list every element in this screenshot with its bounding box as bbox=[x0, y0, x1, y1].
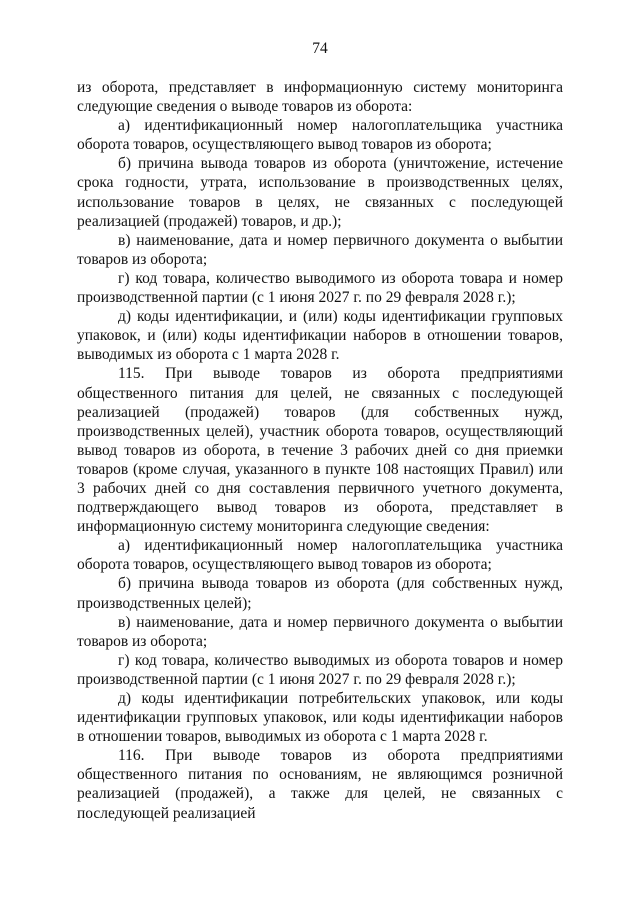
paragraph-item-v: в) наименование, дата и номер первичного документа о выбытии товаров из оборота; bbox=[77, 231, 563, 268]
page-number: 74 bbox=[312, 40, 328, 57]
paragraph-item-v: в) наименование, дата и номер первичного документа о выбытии товаров из оборота; bbox=[77, 613, 563, 650]
paragraph-clause-116: 116. При выводе товаров из оборота предприятиями общественного питания по основаниям, не являющимся розничной реализацией (продажей), а также для целей, не связанных с последующей реализацией bbox=[77, 747, 563, 822]
paragraph-item-g: г) код товара, количество выводимых из оборота товаров и номер производственной партии (с 1 июня 2027 г. по 29 февраля 2028 г.); bbox=[77, 651, 563, 688]
paragraph-clause-115: 115. При выводе товаров из оборота предприятиями общественного питания для целей, не связанных с последующей реализацией (продажей) товаров (для собственных нужд, производственных целей), участник оборота товаров, осуществляющий вывод товаров из оборота, в течение 3 рабочих дней со дня приемки товаров (кроме случая, указанного в пункте 108 настоящих Правил) или 3 рабочих дней со дня составления первичного учетного документа, подтверждающего вывод товаров из оборота, представляет в информационную систему мониторинга следующие сведения: bbox=[77, 365, 563, 536]
paragraph-item-a: а) идентификационный номер налогоплательщика участника оборота товаров, осуществляющего вывод товаров из оборота; bbox=[77, 117, 563, 154]
paragraph-item-d: д) коды идентификации, и (или) коды идентификации групповых упаковок, и (или) коды идентификации наборов в отношении товаров, выводимых из оборота с 1 марта 2028 г. bbox=[77, 308, 563, 364]
paragraph-item-g: г) код товара, количество выводимого из оборота товара и номер производственной партии (с 1 июня 2027 г. по 29 февраля 2028 г.); bbox=[77, 269, 563, 307]
document-body bbox=[77, 78, 563, 823]
paragraph-item-b: б) причина вывода товаров из оборота (для собственных нужд, производственных целей); bbox=[77, 575, 563, 612]
paragraph-continuation: из оборота, представляет в информационную систему мониторинга следующие сведения о выводе товаров из оборота: bbox=[77, 79, 563, 116]
paragraph-item-b: б) причина вывода товаров из оборота (уничтожение, истечение срока годности, утрата, использование в производственных целях, использование товаров в целях, не связанных с последующей реализацией (продажей) товаров, и др.); bbox=[77, 155, 563, 230]
paragraph-item-d: д) коды идентификации потребительских упаковок, или коды идентификации групповых упаковок, или коды идентификации наборов в отношении товаров, выводимых из оборота с 1 марта 2028 г. bbox=[77, 690, 563, 746]
paragraph-item-a: а) идентификационный номер налогоплательщика участника оборота товаров, осуществляющего вывод товаров из оборота; bbox=[77, 537, 563, 574]
